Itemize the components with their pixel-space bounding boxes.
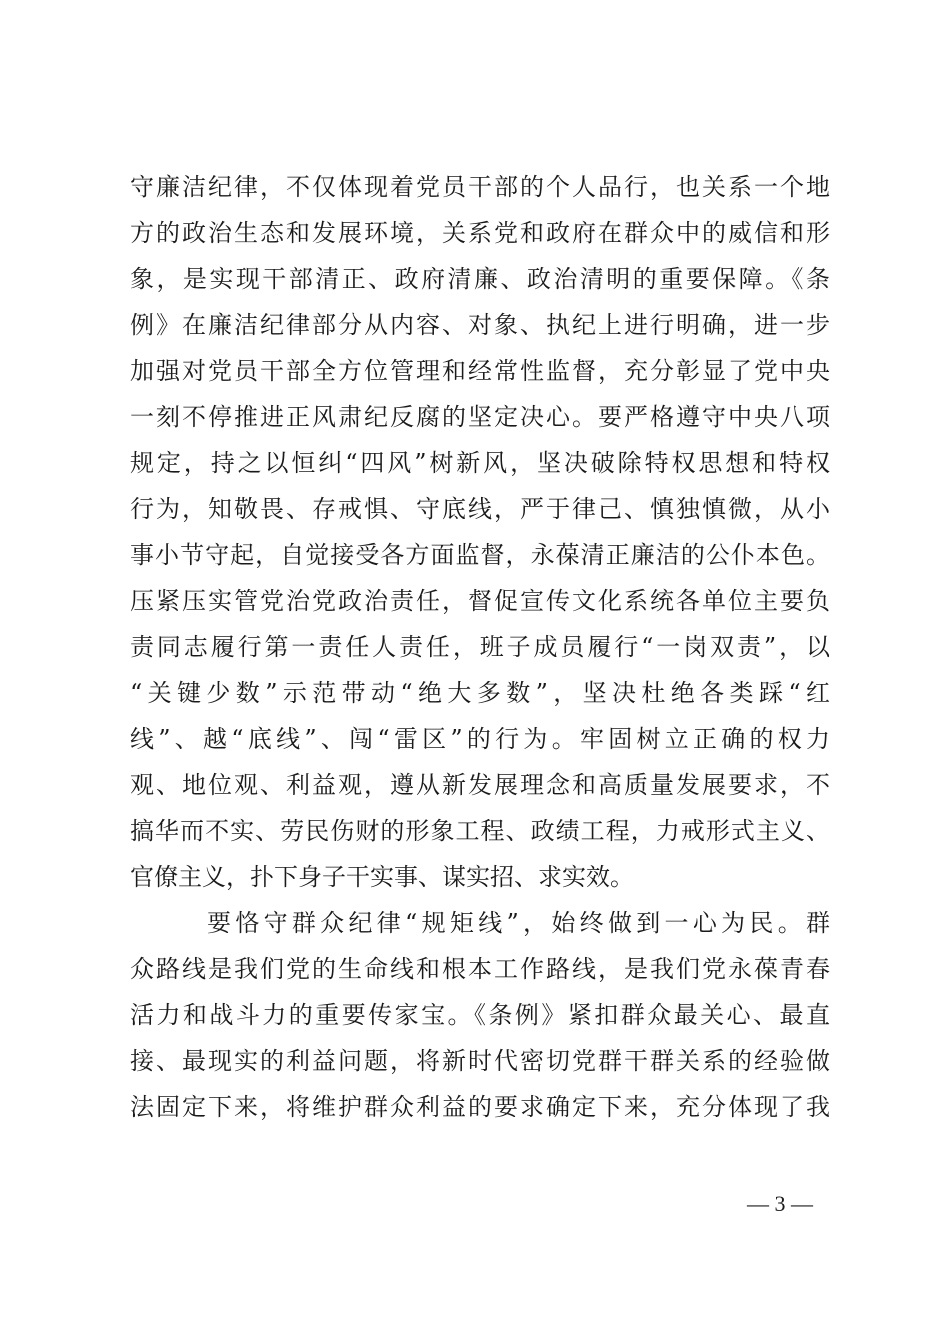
text-line: 责同志履行第一责任人责任，班子成员履行“一岗双责”，以 bbox=[130, 633, 830, 661]
text-line: 搞华而不实、劳民伤财的形象工程、政绩工程，力戒形式主义、 bbox=[130, 817, 830, 845]
text-line: 线”、越“底线”、闯“雷区”的行为。牢固树立正确的权力 bbox=[130, 725, 830, 753]
text-line: 活力和战斗力的重要传家宝。《条例》紧扣群众最关心、最直 bbox=[130, 1001, 830, 1029]
text-line: 压紧压实管党治党政治责任，督促宣传文化系统各单位主要负 bbox=[130, 587, 830, 615]
text-line: 观、地位观、利益观，遵从新发展理念和高质量发展要求，不 bbox=[130, 771, 830, 799]
text-line: 例》在廉洁纪律部分从内容、对象、执纪上进行明确，进一步 bbox=[130, 311, 830, 339]
text-line: “关键少数”示范带动“绝大多数”，坚决杜绝各类踩“红 bbox=[130, 679, 830, 707]
text-line: 事小节守起，自觉接受各方面监督，永葆清正廉洁的公仆本色。 bbox=[130, 541, 830, 569]
text-line: 一刻不停推进正风肃纪反腐的坚定决心。要严格遵守中央八项 bbox=[130, 403, 830, 431]
text-line: 象，是实现干部清正、政府清廉、政治清明的重要保障。《条 bbox=[130, 265, 830, 293]
text-line: 接、最现实的利益问题，将新时代密切党群干群关系的经验做 bbox=[130, 1047, 830, 1075]
page-number: — 3 — bbox=[747, 1191, 813, 1216]
paragraph-first-line: 要恪守群众纪律“规矩线”，始终做到一心为民。群 bbox=[207, 909, 830, 937]
text-line: 官僚主义，扑下身子干实事、谋实招、求实效。 bbox=[130, 863, 634, 891]
text-line: 规定，持之以恒纠“四风”树新风，坚决破除特权思想和特权 bbox=[130, 449, 830, 477]
text-line: 众路线是我们党的生命线和根本工作路线，是我们党永葆青春 bbox=[130, 955, 830, 983]
text-line: 加强对党员干部全方位管理和经常性监督，充分彰显了党中央 bbox=[130, 357, 830, 385]
text-line: 行为，知敬畏、存戒惧、守底线，严于律己、慎独慎微，从小 bbox=[130, 495, 830, 523]
text-line: 方的政治生态和发展环境，关系党和政府在群众中的威信和形 bbox=[130, 219, 830, 247]
text-line: 法固定下来，将维护群众利益的要求确定下来，充分体现了我 bbox=[130, 1093, 830, 1121]
text-line: 守廉洁纪律，不仅体现着党员干部的个人品行，也关系一个地 bbox=[130, 173, 830, 201]
body-text bbox=[130, 164, 830, 1134]
